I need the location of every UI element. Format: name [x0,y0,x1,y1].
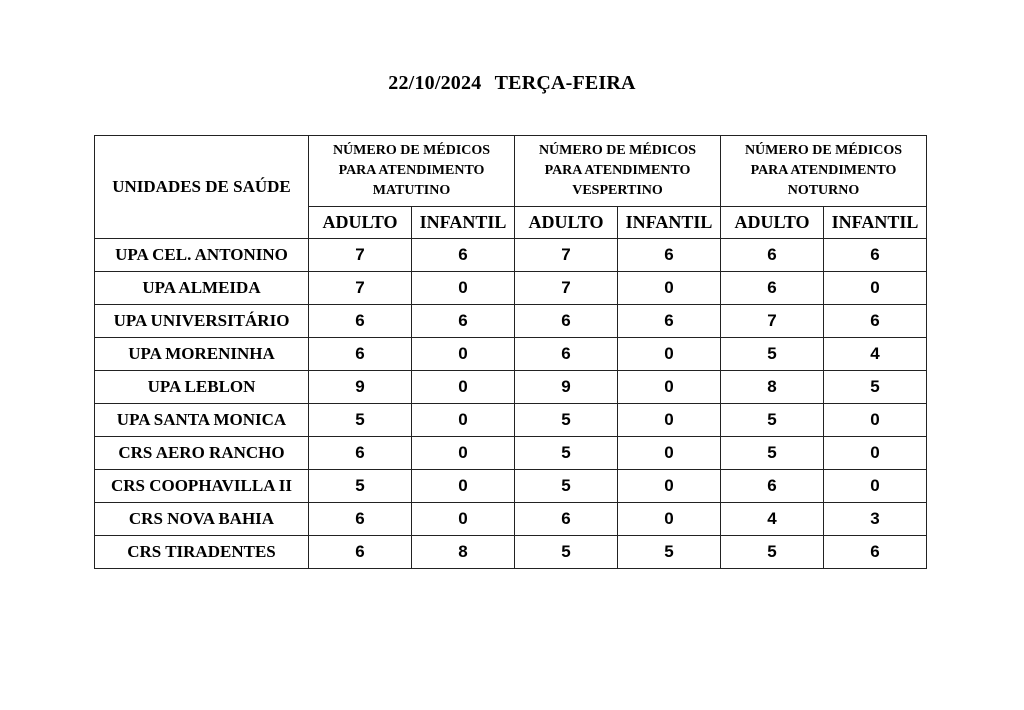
value-cell: 6 [309,536,412,569]
table-row [95,338,927,371]
value-cell: 5 [721,536,824,569]
shift-header-matutino [309,136,515,207]
value-cell: 7 [515,272,618,305]
table-row [95,536,927,569]
table-row [95,503,927,536]
table-row [95,272,927,305]
unit-name-cell: CRS COOPHAVILLA II [95,470,309,503]
value-cell: 6 [309,437,412,470]
value-cell: 0 [824,404,927,437]
value-cell: 8 [412,536,515,569]
value-cell: 9 [515,371,618,404]
table-body [95,239,927,569]
value-cell: 8 [721,371,824,404]
value-cell: 4 [721,503,824,536]
value-cell: 0 [618,470,721,503]
unit-name-cell: UPA CEL. ANTONINO [95,239,309,272]
title-weekday: TERÇA-FEIRA [494,72,636,94]
value-cell: 6 [824,305,927,338]
sub-header-adulto: ADULTO [721,207,824,239]
value-cell: 0 [824,437,927,470]
value-cell: 5 [618,536,721,569]
value-cell: 0 [412,272,515,305]
value-cell: 6 [824,239,927,272]
value-cell: 6 [721,239,824,272]
table-row [95,437,927,470]
value-cell: 5 [309,404,412,437]
value-cell: 0 [618,371,721,404]
value-cell: 5 [515,470,618,503]
value-cell: 0 [412,371,515,404]
value-cell: 5 [721,404,824,437]
shift-header-line: PARA ATENDIMENTO [544,163,691,178]
shift-header-line: NOTURNO [787,183,860,198]
value-cell: 9 [309,371,412,404]
shift-header-row [95,136,927,207]
shift-header-line: MATUTINO [372,183,451,198]
table-row [95,305,927,338]
value-cell: 5 [515,536,618,569]
value-cell: 6 [309,305,412,338]
value-cell: 6 [412,239,515,272]
sub-header-infantil: INFANTIL [824,207,927,239]
value-cell: 0 [824,272,927,305]
value-cell: 0 [618,338,721,371]
value-cell: 6 [309,338,412,371]
value-cell: 5 [721,437,824,470]
value-cell: 6 [824,536,927,569]
table-row [95,404,927,437]
sub-header-infantil: INFANTIL [618,207,721,239]
unit-name-cell: CRS TIRADENTES [95,536,309,569]
value-cell: 7 [309,272,412,305]
shift-header-line: PARA ATENDIMENTO [750,163,897,178]
value-cell: 0 [412,437,515,470]
shift-header-vespertino [515,136,721,207]
value-cell: 0 [412,503,515,536]
value-cell: 6 [515,503,618,536]
value-cell: 6 [721,470,824,503]
table-row [95,239,927,272]
title-date: 22/10/2024 [388,72,482,94]
value-cell: 0 [412,338,515,371]
value-cell: 0 [824,470,927,503]
value-cell: 0 [412,404,515,437]
value-cell: 5 [721,338,824,371]
shift-header-line: NÚMERO DE MÉDICOS [332,143,491,158]
unit-name-cell: CRS AERO RANCHO [95,437,309,470]
value-cell: 7 [309,239,412,272]
value-cell: 6 [515,338,618,371]
value-cell: 6 [618,305,721,338]
value-cell: 0 [618,272,721,305]
unit-name-cell: UPA SANTA MONICA [95,404,309,437]
unit-name-cell: UPA ALMEIDA [95,272,309,305]
shift-header-line: NÚMERO DE MÉDICOS [744,143,903,158]
value-cell: 7 [721,305,824,338]
unit-name-cell: CRS NOVA BAHIA [95,503,309,536]
value-cell: 3 [824,503,927,536]
value-cell: 0 [412,470,515,503]
table-row [95,371,927,404]
value-cell: 5 [515,404,618,437]
sub-header-adulto: ADULTO [309,207,412,239]
value-cell: 0 [618,503,721,536]
value-cell: 6 [721,272,824,305]
value-cell: 5 [515,437,618,470]
value-cell: 0 [618,437,721,470]
shift-header-line: NÚMERO DE MÉDICOS [538,143,697,158]
value-cell: 6 [309,503,412,536]
unit-name-cell: UPA LEBLON [95,371,309,404]
unit-name-cell: UPA MORENINHA [95,338,309,371]
schedule-table [94,135,927,569]
table-row [95,470,927,503]
units-column-header: UNIDADES DE SAÚDE [95,136,309,239]
sub-header-adulto: ADULTO [515,207,618,239]
sub-header-infantil: INFANTIL [412,207,515,239]
value-cell: 4 [824,338,927,371]
shift-header-line: VESPERTINO [572,183,663,198]
value-cell: 5 [824,371,927,404]
value-cell: 5 [309,470,412,503]
value-cell: 7 [515,239,618,272]
value-cell: 6 [412,305,515,338]
shift-header-noturno [721,136,927,207]
value-cell: 0 [618,404,721,437]
value-cell: 6 [515,305,618,338]
unit-name-cell: UPA UNIVERSITÁRIO [95,305,309,338]
shift-header-line: PARA ATENDIMENTO [338,163,485,178]
page-title [0,72,1024,95]
value-cell: 6 [618,239,721,272]
